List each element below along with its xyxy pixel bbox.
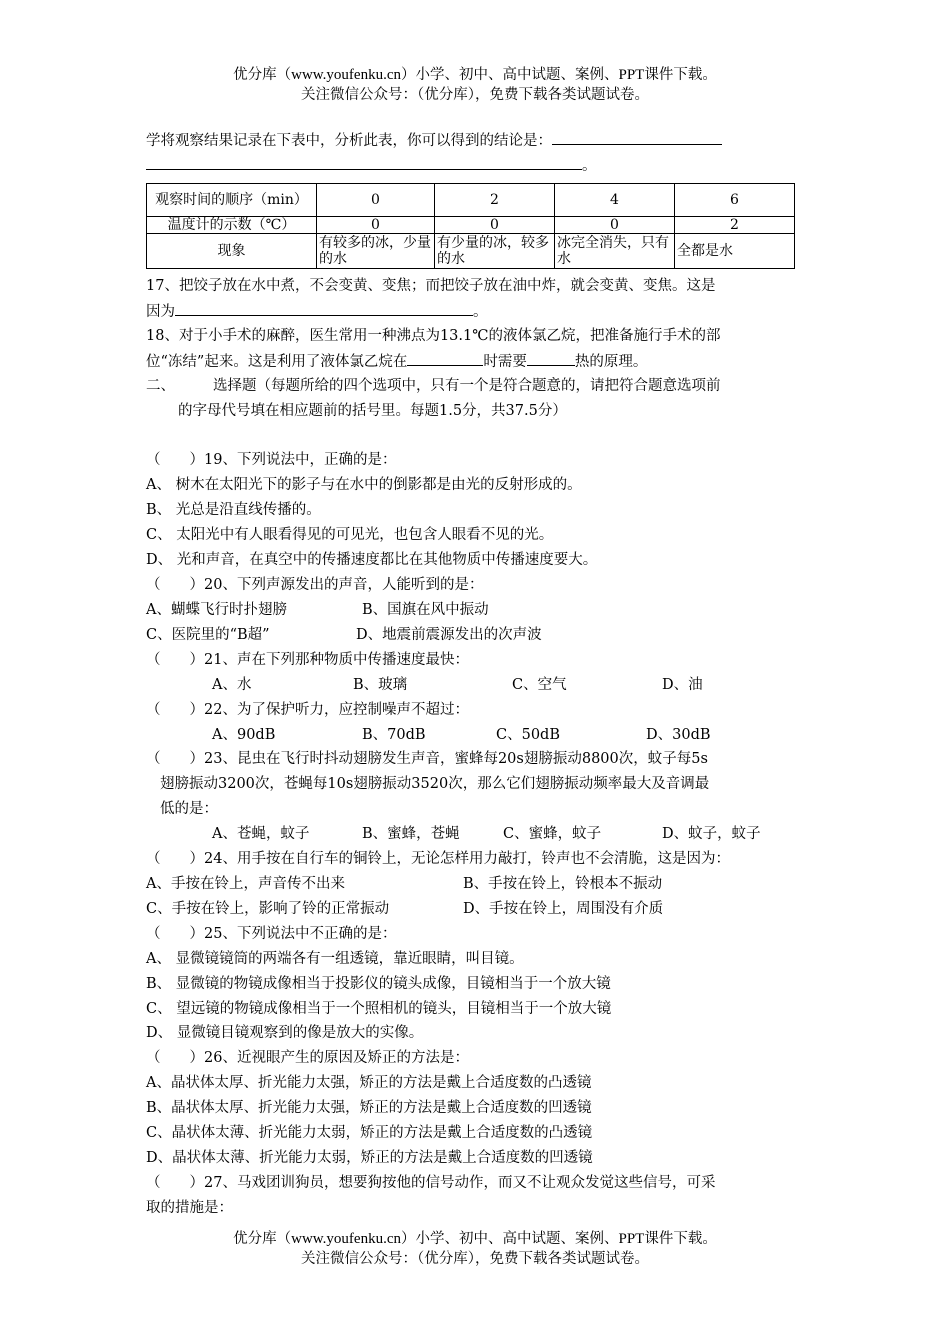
- table-cell: 6: [675, 184, 795, 217]
- q23-line2: 翅膀振动3200次，苍蝇每10s翅膀振动3520次，那么它们翅膀振动频率最大及音调最: [160, 776, 710, 792]
- table-cell: 0: [555, 217, 675, 234]
- table-cell: 冰完全消失，只有水: [555, 234, 675, 269]
- q17-line2: 因为 。: [146, 299, 488, 324]
- q20-option-c: C、医院里的“B超”: [146, 627, 270, 643]
- table-row: [147, 234, 795, 269]
- table-cell: 0: [317, 184, 435, 217]
- q23-option-c: C、蜜蜂，蚊子: [503, 826, 602, 842]
- q23-line3: 低的是：: [160, 801, 218, 817]
- q19-stem: （ ）19、下列说法中，正确的是：: [146, 452, 397, 468]
- section2-heading-line2: 的字母代号填在相应题前的括号里。每题1.5分，共37.5分）: [178, 403, 567, 419]
- intro-line2: 。: [146, 153, 597, 178]
- table-cell: 4: [555, 184, 675, 217]
- q25-option-d: D、 显微镜目镜观察到的像是放大的实像。: [146, 1025, 424, 1041]
- q22-option-c: C、50dB: [496, 727, 560, 743]
- q26-option-c: C、晶状体太薄、折光能力太弱，矫正的方法是戴上合适度数的凸透镜: [146, 1125, 593, 1141]
- q19-option-a: A、 树木在太阳光下的影子与在水中的倒影都是由光的反射形成的。: [146, 477, 582, 493]
- table-cell: 2: [435, 184, 555, 217]
- page-footer-line1: 优分库（www.youfenku.cn）小学、初中、高中试题、案例、PPT课件下载。: [233, 1231, 717, 1247]
- table-cell: 温度计的示数（℃）: [147, 217, 317, 234]
- q22-option-b: B、70dB: [362, 727, 426, 743]
- q18-line1: 18、对于小手术的麻醉，医生常用一种沸点为13.1℃的液体氯乙烷，把准备施行手术的部: [146, 328, 721, 344]
- intro-line: 学将观察结果记录在下表中，分析此表，你可以得到的结论是：: [146, 128, 722, 153]
- q24-option-a: A、手按在铃上，声音传不出来: [146, 876, 345, 892]
- q23-option-b: B、蜜蜂，苍蝇: [362, 826, 460, 842]
- q27-line2: 取的措施是：: [146, 1200, 233, 1216]
- answer-blank-q18-a[interactable]: [407, 349, 483, 366]
- q24-stem: （ ）24、用手按在自行车的铜铃上，无论怎样用力敲打，铃声也不会清脆，这是因为：: [146, 851, 730, 867]
- table-cell: 有较多的冰，少量的水: [317, 234, 435, 269]
- table-cell: 有少量的冰，较多的水: [435, 234, 555, 269]
- q22-option-a: A、90dB: [212, 727, 276, 743]
- q21-option-a: A、水: [212, 677, 252, 693]
- q25-option-b: B、 显微镜的物镜成像相当于投影仪的镜头成像，目镜相当于一个放大镜: [146, 976, 611, 992]
- q19-option-c: C、 太阳光中有人眼看得见的可见光，也包含人眼看不见的光。: [146, 527, 554, 543]
- answer-blank-q17[interactable]: [175, 299, 473, 316]
- answer-blank-q18-b[interactable]: [527, 349, 575, 366]
- q19-option-b: B、 光总是沿直线传播的。: [146, 502, 321, 518]
- header-url: www.youfenku.cn: [291, 67, 401, 83]
- q26-option-b: B、晶状体太厚、折光能力太强，矫正的方法是戴上合适度数的凹透镜: [146, 1100, 592, 1116]
- table-row: [147, 217, 795, 234]
- q24-option-b: B、手按在铃上，铃根本不振动: [463, 876, 663, 892]
- q21-option-c: C、空气: [512, 677, 567, 693]
- q24-option-d: D、手按在铃上，周围没有介质: [463, 901, 664, 917]
- q20-stem: （ ）20、下列声源发出的声音，人能听到的是：: [146, 577, 484, 593]
- q20-option-b: B、国旗在风中振动: [362, 602, 489, 618]
- q20-option-d: D、地震前震源发出的次声波: [356, 627, 542, 643]
- q17-line1: 17、把饺子放在水中煮，不会变黄、变焦；而把饺子放在油中炸，就会变黄、变焦。这是: [146, 278, 716, 294]
- section2-heading: 二、 选择题（每题所给的四个选项中，只有一个是符合题意的，请把符合题意选项前: [146, 378, 721, 394]
- q24-option-c: C、手按在铃上，影响了铃的正常振动: [146, 901, 390, 917]
- table-row: [147, 184, 795, 217]
- page-header-line1: 优分库（www.youfenku.cn）小学、初中、高中试题、案例、PPT课件下载。: [233, 67, 717, 83]
- q26-option-d: D、晶状体太薄、折光能力太弱，矫正的方法是戴上合适度数的凹透镜: [146, 1150, 593, 1166]
- q26-stem: （ ）26、近视眼产生的原因及矫正的方法是：: [146, 1050, 469, 1066]
- q22-option-d: D、30dB: [646, 727, 711, 743]
- q20-option-a: A、蝴蝶飞行时扑翅膀: [146, 602, 287, 618]
- table-cell: 0: [435, 217, 555, 234]
- table-cell: 2: [675, 217, 795, 234]
- observation-table: [146, 183, 795, 269]
- q25-option-a: A、 显微镜镜筒的两端各有一组透镜，靠近眼睛，叫目镜。: [146, 951, 524, 967]
- q23-option-a: A、苍蝇，蚊子: [212, 826, 310, 842]
- table-cell: 观察时间的顺序（min）: [147, 184, 317, 217]
- q22-stem: （ ）22、为了保护听力，应控制噪声不超过：: [146, 702, 469, 718]
- page-footer-line2: 关注微信公众号：（优分库），免费下载各类试题试卷。: [301, 1251, 649, 1267]
- footer-url: www.youfenku.cn: [291, 1231, 401, 1247]
- table-cell: 现象: [147, 234, 317, 269]
- q23-option-d: D、蚊子，蚊子: [662, 826, 761, 842]
- q25-option-c: C、 望远镜的物镜成像相当于一个照相机的镜头，目镜相当于一个放大镜: [146, 1001, 612, 1017]
- answer-blank-conclusion[interactable]: [552, 128, 722, 145]
- q19-option-d: D、 光和声音，在真空中的传播速度都比在其他物质中传播速度要大。: [146, 552, 598, 568]
- page-header-line2: 关注微信公众号：（优分库），免费下载各类试题试卷。: [301, 87, 649, 103]
- q21-stem: （ ）21、声在下列那种物质中传播速度最快：: [146, 652, 469, 668]
- q25-stem: （ ）25、下列说法中不正确的是：: [146, 926, 397, 942]
- q23-line1: （ ）23、昆虫在飞行时抖动翅膀发生声音，蜜蜂每20s翅膀振动8800次，蚊子每5s: [146, 751, 708, 767]
- answer-blank-conclusion-cont[interactable]: [146, 153, 582, 170]
- q27-line1: （ ）27、马戏团训狗员，想要狗按他的信号动作，而又不让观众发觉这些信号，可采: [146, 1175, 716, 1191]
- q18-line2: 位“冻结”起来。这是利用了液体氯乙烷在 时需要 热的原理。: [146, 349, 647, 374]
- q21-option-d: D、油: [662, 677, 703, 693]
- q21-option-b: B、玻璃: [353, 677, 408, 693]
- q26-option-a: A、晶状体太厚、折光能力太强，矫正的方法是戴上合适度数的凸透镜: [146, 1075, 592, 1091]
- table-cell: 全都是水: [675, 234, 795, 269]
- table-cell: 0: [317, 217, 435, 234]
